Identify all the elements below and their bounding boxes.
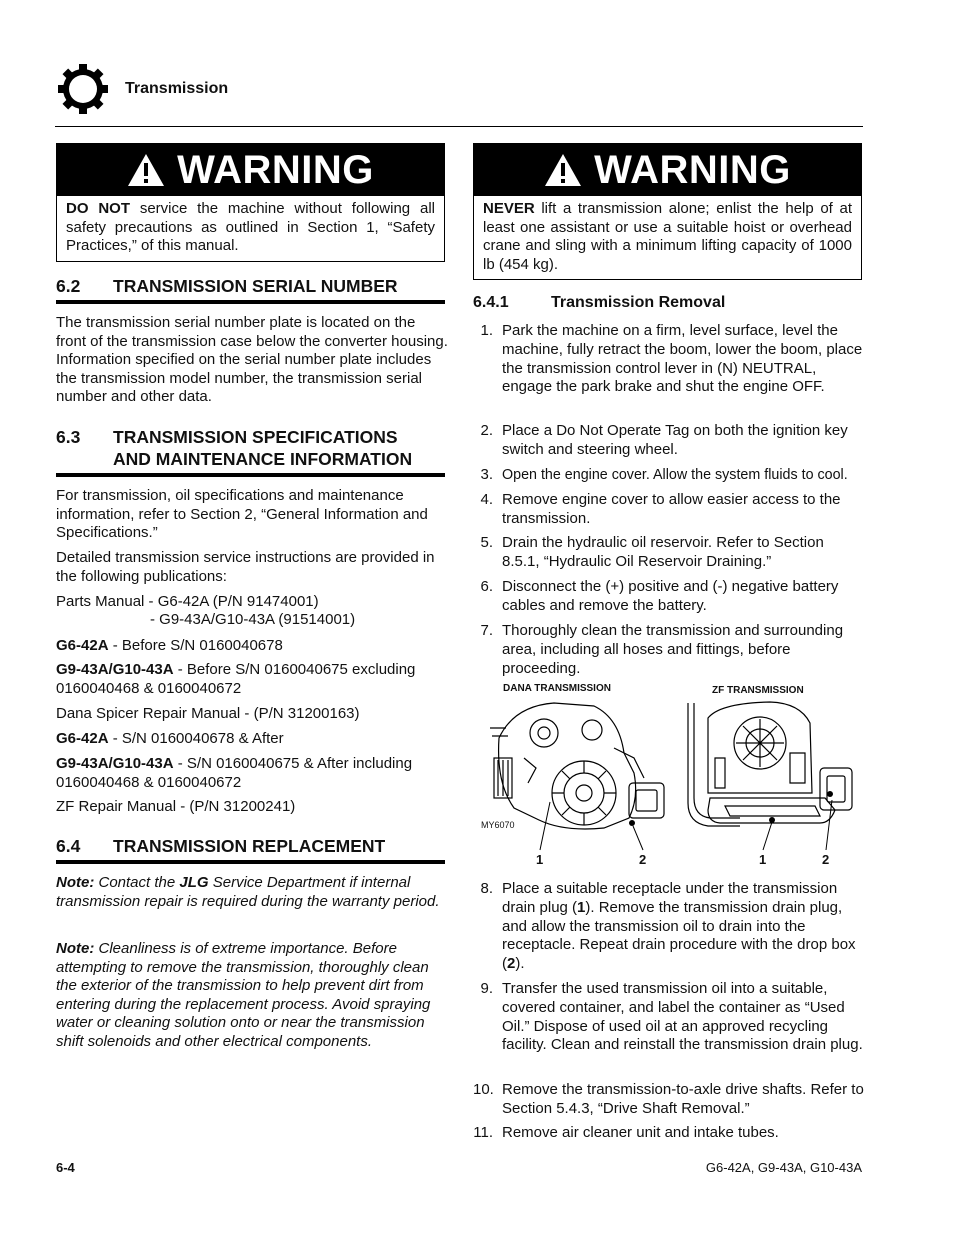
- paragraph-publications: Detailed transmission service instructions are provided in the following publications:: [56, 549, 435, 585]
- section-rule: [56, 860, 445, 864]
- note-jlg-service: Note: Contact the JLG Service Department if internal transmission repair is required during the warranty period.: [56, 874, 440, 910]
- parts-manual-line-1: Parts Manual - G6-42A (P/N 91474001): [56, 593, 319, 610]
- figure-code: MY6070: [481, 820, 515, 830]
- gear-icon: [54, 61, 112, 117]
- zf-repair-manual: ZF Repair Manual - (P/N 31200241): [56, 798, 296, 815]
- warning-title: WARNING: [594, 147, 791, 192]
- warning-text: DO NOT service the machine without following all safety precautions as outlined in Section 1, “Safety Practices,” of this manual.: [66, 200, 435, 255]
- subsection-heading-6-4-1: 6.4.1 Transmission Removal: [473, 294, 726, 311]
- parts-manual-line-2: - G9-43A/G10-43A (91514001): [150, 611, 356, 628]
- callout-2-zf: 2: [822, 852, 830, 867]
- footer-models: G6-42A, G9-43A, G10-43A: [705, 1160, 862, 1175]
- section-heading-6-3: 6.3 TRANSMISSION SPECIFICATIONS AND MAINTENANCE INFORMATION: [56, 427, 413, 469]
- note-cleanliness: Note: Cleanliness is of extreme importance. Before attempting to remove the transmission, thoroughly clean the exterior of the transmission to help prevent dirt from entering during the replacement process. Avoid spraying water or cleaning solution onto or near the transmission shift solenoids and other electrical components.: [56, 940, 431, 1050]
- warning-header: [474, 144, 861, 196]
- header-title: Transmission: [125, 80, 229, 97]
- section-rule: [56, 300, 445, 304]
- warning-box-service: [56, 143, 445, 262]
- callout-1-zf: 1: [759, 852, 767, 867]
- section-heading-6-4: 6.4 TRANSMISSION REPLACEMENT: [56, 836, 386, 856]
- model-line-g6-after: G6-42A - S/N 0160040678 & After: [56, 730, 284, 747]
- callout-1-dana: 1: [536, 852, 544, 867]
- paragraph-serial-number: The transmission serial number plate is located on the front of the transmission case below the converter housing. Information specified on the serial number plate includes the transmission model number, the transmission serial number and other data.: [56, 314, 448, 406]
- model-line-g9-before: G9-43A/G10-43A - Before S/N 0160040675 excluding 0160040468 & 0160040672: [56, 661, 416, 697]
- warning-box-lifting: [473, 143, 862, 280]
- warning-triangle-icon: [127, 153, 165, 187]
- model-line-g6-before: G6-42A - Before S/N 0160040678: [56, 637, 283, 654]
- model-line-g9-after: G9-43A/G10-43A - S/N 0160040675 & After including 0160040468 & 0160040672: [56, 755, 413, 791]
- section-heading-6-2: 6.2 TRANSMISSION SERIAL NUMBER: [56, 276, 398, 296]
- dana-repair-manual: Dana Spicer Repair Manual - (P/N 31200163): [56, 705, 360, 722]
- callout-2-dana: 2: [639, 852, 647, 867]
- warning-title: WARNING: [177, 147, 374, 192]
- figure-label-dana: DANA TRANSMISSION: [503, 683, 611, 694]
- page-number: 6-4: [56, 1160, 75, 1175]
- warning-header: [57, 144, 444, 196]
- figure-callout-leaders: [530, 800, 840, 855]
- warning-text: NEVER lift a transmission alone; enlist the help of at least one assistant or use a suitable hoist or overhead crane and sling with a minimum lifting capacity of 1000 lb (454 kg).: [483, 200, 852, 273]
- section-rule: [56, 473, 445, 477]
- figure-label-zf: ZF TRANSMISSION: [712, 685, 804, 696]
- paragraph-specifications: For transmission, oil specifications and maintenance information, refer to Section 2, “General Information and Specifications.”: [56, 487, 428, 542]
- header-rule: [55, 126, 863, 127]
- warning-triangle-icon: [544, 153, 582, 187]
